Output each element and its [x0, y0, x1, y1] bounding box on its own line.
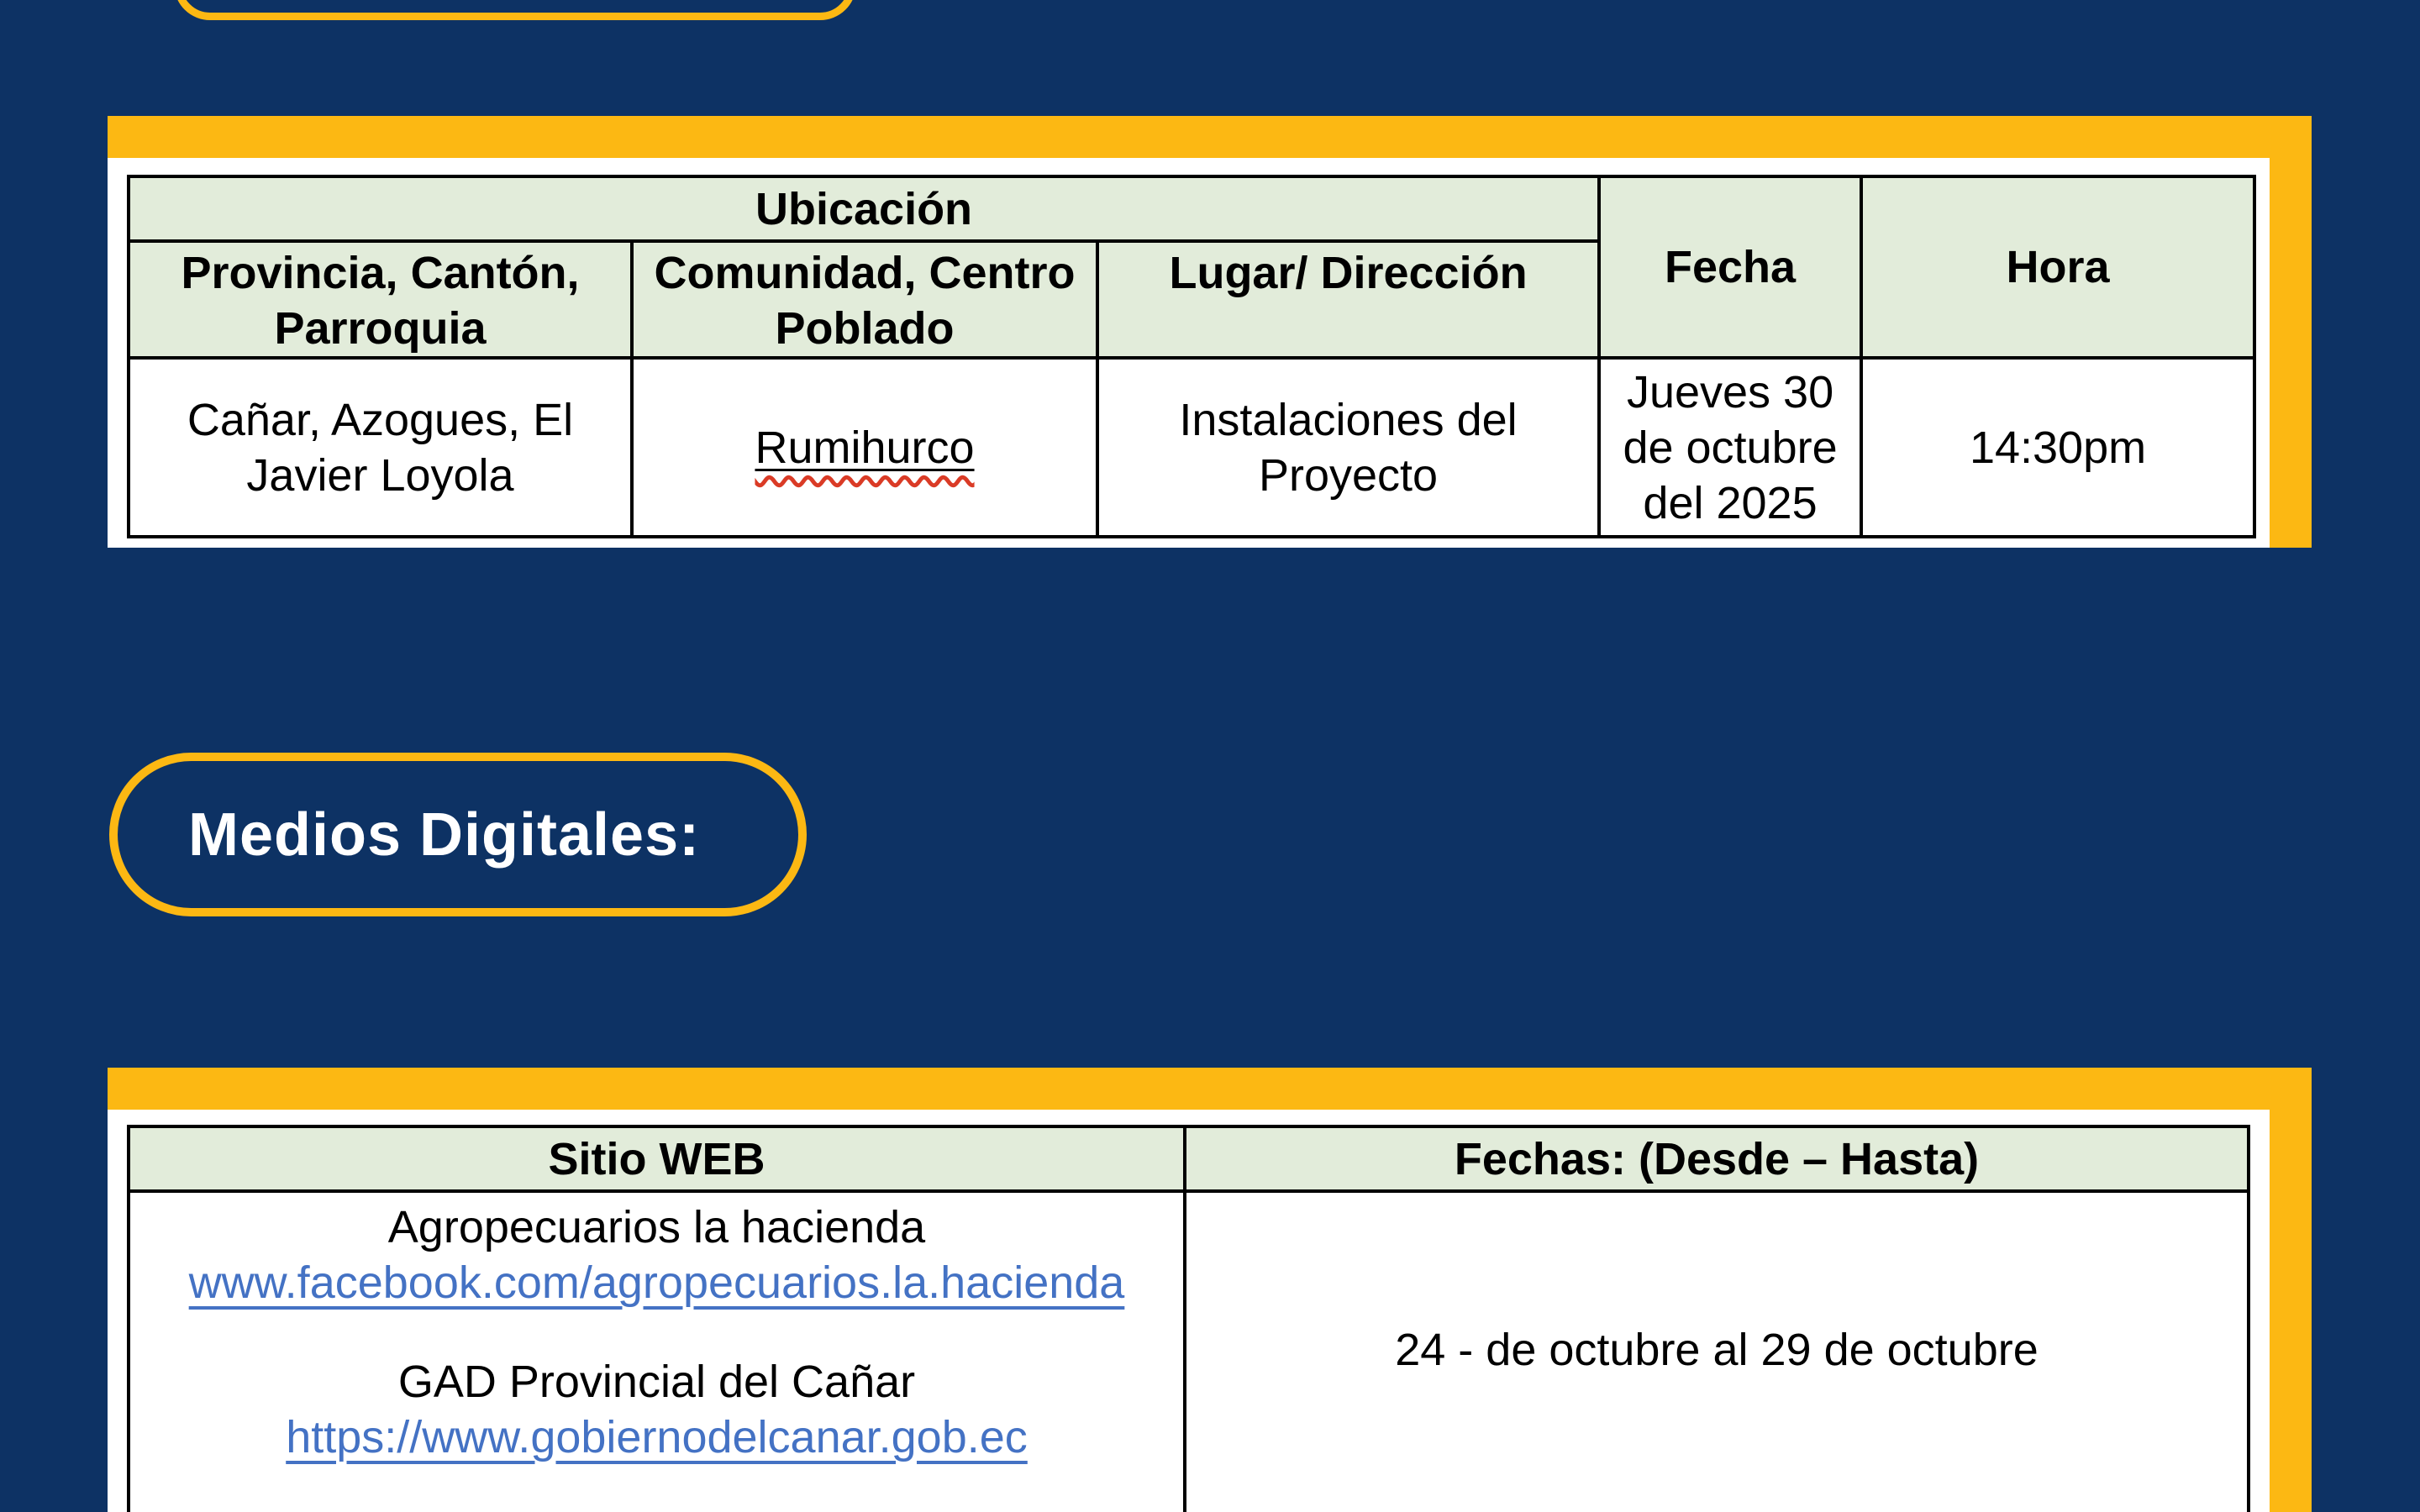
sitio-web-value-cell: [129, 1191, 1185, 1512]
fecha-value-cell: Jueves 30 de octubre del 2025: [1599, 358, 1861, 537]
table-row: [129, 1191, 2249, 1512]
pill-outline-top-fragment: [174, 0, 856, 20]
provincia-header-cell: Provincia, Cantón, Parroquia: [129, 241, 632, 358]
lugar-value-cell: Instalaciones del Proyecto: [1097, 358, 1599, 537]
medios-digitales-badge: [109, 753, 807, 916]
ubicacion-header-cell: Ubicación: [129, 176, 1599, 241]
digital-media-table: [127, 1125, 2250, 1512]
hora-value-cell: 14:30pm: [1861, 358, 2254, 537]
site2-url-link[interactable]: https://www.gobiernodelcanar.gob.ec: [286, 1412, 1028, 1462]
lugar-header-cell: Lugar/ Dirección: [1097, 241, 1599, 358]
misspelled-word-underline: [755, 423, 974, 473]
fechas-header-cell: Fechas: (Desde – Hasta): [1185, 1126, 2249, 1191]
comunidad-header-cell: Comunidad, Centro Poblado: [632, 241, 1097, 358]
comunidad-value: Rumihurco: [755, 422, 975, 473]
medios-digitales-label: Medios Digitales:: [188, 801, 701, 869]
sitio-web-header-cell: Sitio WEB: [129, 1126, 1185, 1191]
hora-header-cell: Hora: [1861, 176, 2254, 358]
fechas-range-value: 24 - de octubre al 29 de octubre: [1395, 1325, 2039, 1375]
table-row: [129, 358, 2254, 537]
blank-line: [135, 1310, 1178, 1354]
comunidad-value-cell: [632, 358, 1097, 537]
event-location-table: [127, 175, 2256, 538]
fechas-value-cell: [1185, 1191, 2249, 1512]
site1-name: Agropecuarios la hacienda: [387, 1202, 926, 1252]
provincia-value-cell: Cañar, Azogues, El Javier Loyola: [129, 358, 632, 537]
site2-name: GAD Provincial del Cañar: [397, 1357, 916, 1407]
fecha-header-cell: Fecha: [1599, 176, 1861, 358]
site1-url-link[interactable]: www.facebook.com/agropecuarios.la.hacienda: [188, 1257, 1125, 1308]
